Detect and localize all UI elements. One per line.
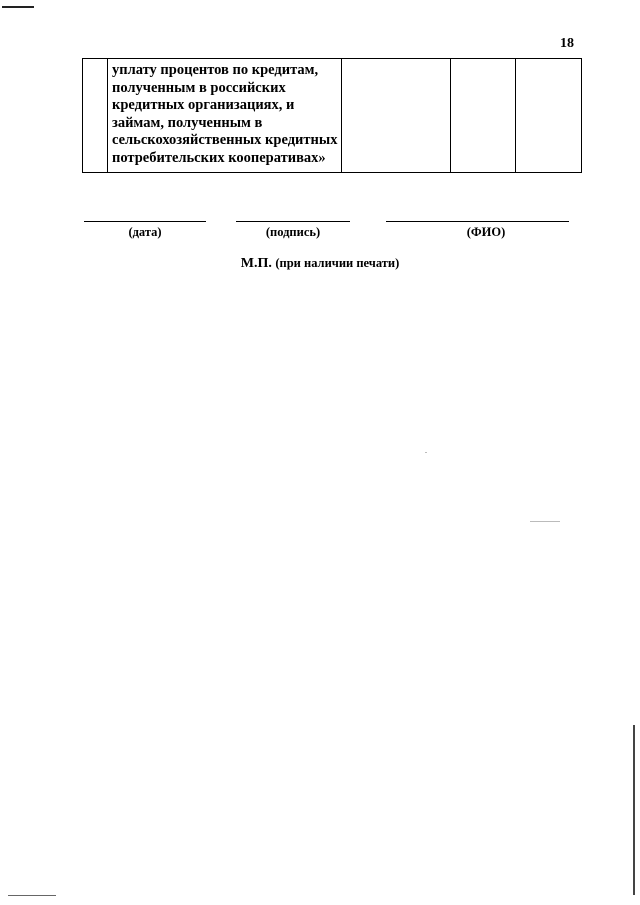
description-line: займам, полученным в xyxy=(112,114,263,131)
scan-speck xyxy=(530,521,560,522)
stamp-mark: М.П. xyxy=(240,256,272,271)
scan-speck xyxy=(8,895,56,896)
form-table xyxy=(82,58,582,173)
description-text xyxy=(108,59,341,169)
stamp-note xyxy=(0,256,640,272)
name-line xyxy=(386,221,569,222)
description-line: кредитных организациях, и xyxy=(112,97,295,113)
date-label: (дата) xyxy=(128,225,162,239)
table-cell-empty xyxy=(342,59,451,173)
page-number: 18 xyxy=(560,36,574,51)
scan-speck xyxy=(425,452,427,453)
stamp-hint: (при наличии печати) xyxy=(275,256,400,270)
signature-label: (подпись) xyxy=(265,225,321,239)
table-cell-description xyxy=(108,59,342,173)
description-line: уплату процентов по кредитам, xyxy=(112,62,319,78)
table-cell-number xyxy=(83,59,108,173)
signature-line xyxy=(236,221,350,222)
table-cell-empty xyxy=(516,59,582,173)
description-line: полученным в российских xyxy=(112,79,286,96)
scan-artifact-top-left xyxy=(2,6,34,8)
description-line: потребительских кооперативах» xyxy=(112,149,326,166)
description-line: сельскохозяйственных кредитных xyxy=(112,132,338,148)
date-line xyxy=(84,221,206,222)
scan-artifact-right-edge xyxy=(633,725,635,895)
name-label: (ФИО) xyxy=(466,225,506,239)
table-cell-empty xyxy=(451,59,516,173)
table-row xyxy=(83,59,582,173)
